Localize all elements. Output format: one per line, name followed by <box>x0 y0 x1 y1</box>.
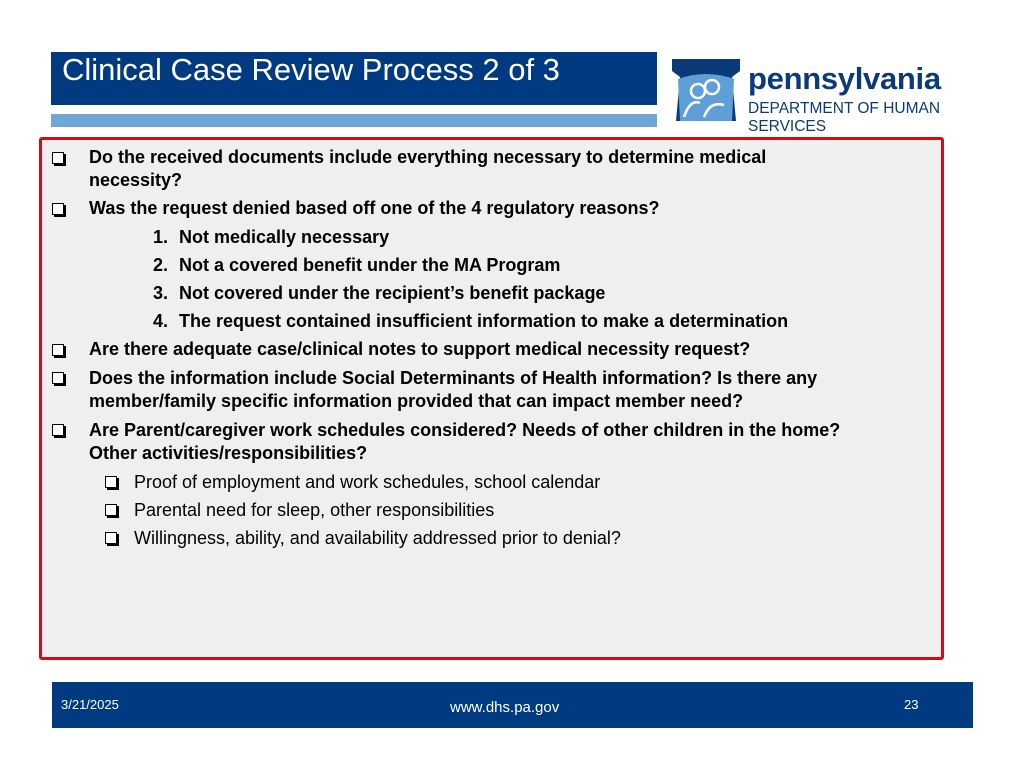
checkbox-icon <box>52 424 64 436</box>
sub-item: Willingness, ability, and availability addressed prior to denial? <box>134 528 621 548</box>
checkbox-icon <box>52 152 64 164</box>
title-bar <box>51 52 657 105</box>
checkbox-icon <box>105 532 117 544</box>
footer-date: 3/21/2025 <box>61 697 119 712</box>
checkbox-icon <box>105 476 117 488</box>
dhs-logo <box>670 55 1010 135</box>
reason-item: Not covered under the recipient’s benefit package <box>179 283 606 303</box>
question-1-cont: necessity? <box>89 170 183 190</box>
question-4-cont: member/family specific information provided that can impact member need? <box>89 391 744 411</box>
question-3: Are there adequate case/clinical notes to support medical necessity request? <box>89 339 751 359</box>
footer-url: www.dhs.pa.gov <box>450 699 560 716</box>
page-number: 23 <box>904 697 919 712</box>
sub-item: Parental need for sleep, other responsibilities <box>134 500 495 520</box>
reason-item: The request contained insufficient information to make a determination <box>179 311 789 331</box>
reason-item: Not a covered benefit under the MA Program <box>179 255 561 275</box>
keystone-family-icon <box>670 55 742 127</box>
footer <box>52 682 973 728</box>
reason-number: 2. <box>153 255 169 275</box>
question-4: Does the information include Social Determinants of Health information? Is there any <box>89 368 818 388</box>
reason-item: Not medically necessary <box>179 227 390 247</box>
reason-number: 1. <box>153 227 169 247</box>
reason-number: 3. <box>153 283 169 303</box>
logo-department: DEPARTMENT OF HUMAN SERVICES <box>748 100 941 135</box>
checkbox-icon <box>105 504 117 516</box>
question-2: Was the request denied based off one of the 4 regulatory reasons? <box>89 198 660 218</box>
page-title: Clinical Case Review Process 2 of 3 <box>62 52 560 87</box>
logo-state-name: pennsylvania <box>748 61 941 96</box>
checkbox-icon <box>52 344 64 356</box>
question-5: Are Parent/caregiver work schedules considered? Needs of other children in the home? <box>89 420 841 440</box>
sub-item: Proof of employment and work schedules, school calendar <box>134 472 601 492</box>
checkbox-icon <box>52 203 64 215</box>
checkbox-icon <box>52 372 64 384</box>
accent-bar <box>51 114 657 127</box>
reason-number: 4. <box>153 311 169 331</box>
question-5-cont: Other activities/responsibilities? <box>89 443 368 463</box>
question-1: Do the received documents include everything necessary to determine medical <box>89 147 767 167</box>
